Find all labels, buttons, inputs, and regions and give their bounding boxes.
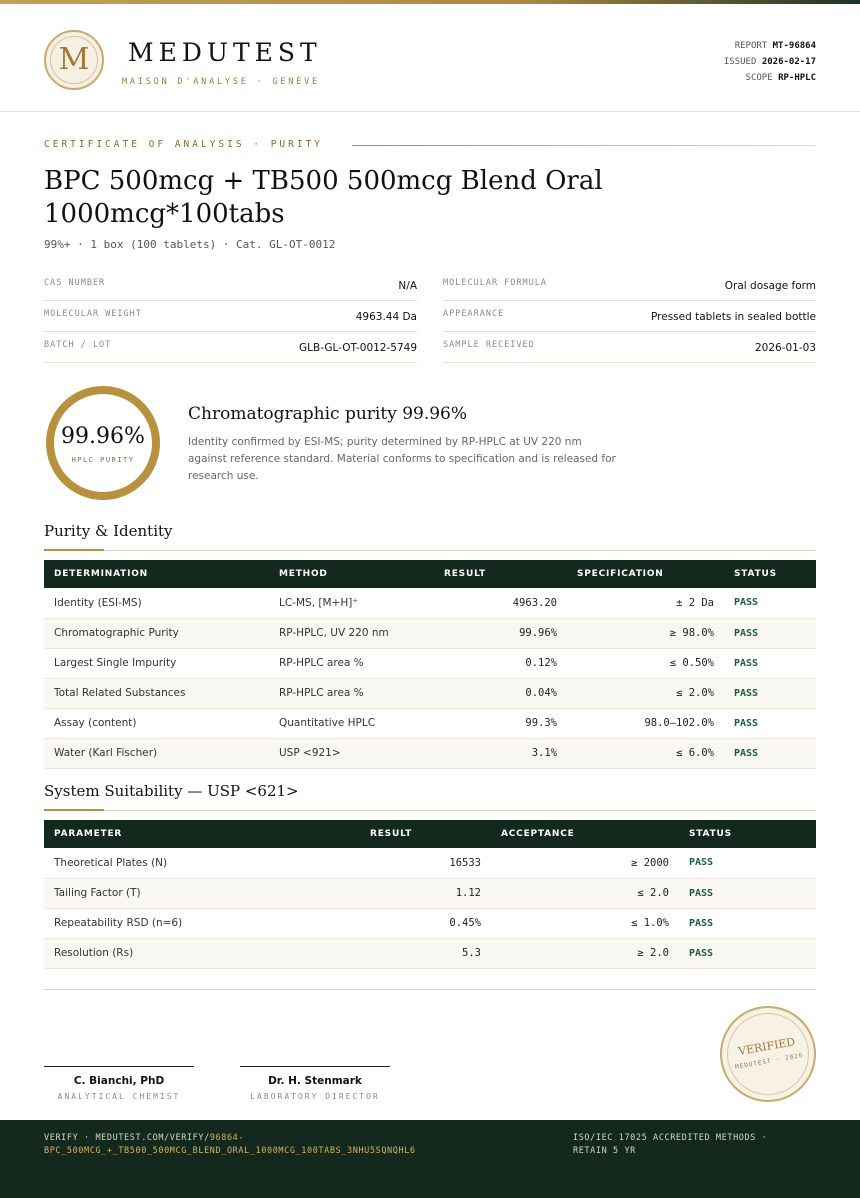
section-accent <box>44 549 104 551</box>
status-badge: PASS <box>724 648 816 678</box>
acceptance-cell: ≤ 1.0% <box>491 908 679 938</box>
table-row <box>44 648 816 678</box>
table-row <box>44 908 816 938</box>
parameter-cell: Repeatability RSD (n=6) <box>44 908 360 938</box>
spec-cell: ≤ 6.0% <box>567 738 724 768</box>
table-row <box>44 708 816 738</box>
signatory-name: C. Bianchi, PhD <box>73 1075 165 1087</box>
method-cell: RP-HPLC area % <box>269 648 434 678</box>
result-cell: 3.1% <box>434 738 567 768</box>
method-cell: RP-HPLC area % <box>269 678 434 708</box>
determination-cell: Chromatographic Purity <box>44 618 269 648</box>
col-specification: SPECIFICATION <box>567 560 724 588</box>
purity-ring <box>46 386 160 500</box>
scope-value: RP-HPLC <box>778 73 816 83</box>
acceptance-cell: ≤ 2.0 <box>491 878 679 908</box>
spec-cell: ≤ 2.0% <box>567 678 724 708</box>
product-subtitle: 99%+ · 1 box (100 tablets) · Cat. GL-OT-0012 <box>44 238 336 251</box>
method-cell: LC-MS, [M+H]⁺ <box>269 588 434 618</box>
signature-divider <box>44 989 816 990</box>
signatory-name: Dr. H. Stenmark <box>268 1075 362 1087</box>
col-status: STATUS <box>679 820 816 848</box>
section-accent <box>44 809 104 811</box>
table-row <box>44 618 816 648</box>
status-badge: PASS <box>724 678 816 708</box>
suitability-section-heading: System Suitability — USP <621> <box>44 782 299 800</box>
determination-cell: Total Related Substances <box>44 678 269 708</box>
status-badge: PASS <box>724 588 816 618</box>
section-divider <box>44 550 816 551</box>
status-badge: PASS <box>679 908 816 938</box>
report-value: MT-96864 <box>772 41 816 51</box>
summary-text: Identity confirmed by ESI-MS; purity determined by RP-HPLC at UV 220 nm against reference standard. Material conforms to specification and is released for research use. <box>188 436 616 482</box>
purity-section-heading: Purity & Identity <box>44 522 173 540</box>
signature-block-chemist <box>44 1066 194 1101</box>
footer <box>0 1120 860 1198</box>
determination-cell: Assay (content) <box>44 708 269 738</box>
col-method: METHOD <box>269 560 434 588</box>
report-meta <box>724 38 816 86</box>
parameter-cell: Resolution (Rs) <box>44 938 360 968</box>
spec-cell: 98.0–102.0% <box>567 708 724 738</box>
prop-weight <box>44 301 417 332</box>
method-cell: Quantitative HPLC <box>269 708 434 738</box>
result-cell: 16533 <box>360 848 491 878</box>
logo-letter: M <box>58 42 90 77</box>
prop-label: APPEARANCE <box>443 309 505 319</box>
status-badge: PASS <box>679 848 816 878</box>
status-badge: PASS <box>724 618 816 648</box>
col-result: RESULT <box>434 560 567 588</box>
title-line-1: BPC 500mcg + TB500 500mcg Blend Oral <box>44 166 603 196</box>
prop-label: MOLECULAR FORMULA <box>443 278 547 288</box>
status-badge: PASS <box>679 938 816 968</box>
result-cell: 4963.20 <box>434 588 567 618</box>
header <box>0 4 860 112</box>
prop-label: BATCH / LOT <box>44 340 112 350</box>
result-cell: 1.12 <box>360 878 491 908</box>
title-line-2: 1000mcg*100tabs <box>44 199 285 229</box>
prop-label: MOLECULAR WEIGHT <box>44 309 142 319</box>
col-determination: DETERMINATION <box>44 560 269 588</box>
product-title <box>44 165 824 231</box>
prop-cas <box>44 270 417 301</box>
prop-label: CAS NUMBER <box>44 278 106 288</box>
issued-value: 2026-02-17 <box>761 57 816 67</box>
col-status: STATUS <box>724 560 816 588</box>
issued-label: ISSUED <box>723 57 757 67</box>
signature-block-director <box>240 1066 390 1101</box>
col-acceptance: ACCEPTANCE <box>491 820 679 848</box>
purity-ring-label: HPLC PURITY <box>71 456 135 464</box>
verify-code-continued: BPC_500MCG_+_TB500_500MCG_BLEND_ORAL_1000MCG_100TABS_3NHU5SQNQHL6 <box>44 1146 416 1156</box>
spec-cell: ± 2 Da <box>567 588 724 618</box>
verified-stamp-icon <box>712 998 823 1109</box>
result-cell: 99.3% <box>434 708 567 738</box>
table-header-row <box>44 820 816 848</box>
table-header-row <box>44 560 816 588</box>
retention-line: RETAIN 5 YR <box>573 1146 636 1156</box>
stamp-subtext: MEDUTEST · 2026 <box>734 1051 804 1071</box>
result-cell: 0.45% <box>360 908 491 938</box>
result-cell: 5.3 <box>360 938 491 968</box>
prop-value: 4963.44 Da <box>355 311 417 323</box>
prop-received <box>443 332 816 363</box>
prop-value: Oral dosage form <box>724 280 816 292</box>
signatory-role: ANALYTICAL CHEMIST <box>57 1092 181 1101</box>
summary-heading: Chromatographic purity 99.96% <box>188 404 468 424</box>
accreditation-note <box>573 1132 767 1158</box>
verify-prefix: VERIFY · MEDUTEST.COM/VERIFY/ <box>44 1133 210 1143</box>
table-row <box>44 938 816 968</box>
table-row <box>44 588 816 618</box>
col-result: RESULT <box>360 820 491 848</box>
method-cell: USP <921> <box>269 738 434 768</box>
status-badge: PASS <box>679 878 816 908</box>
result-cell: 0.04% <box>434 678 567 708</box>
determination-cell: Largest Single Impurity <box>44 648 269 678</box>
verify-code: 96864- <box>209 1133 245 1143</box>
method-cell: RP-HPLC, UV 220 nm <box>269 618 434 648</box>
section-divider <box>44 810 816 811</box>
prop-value: GLB-GL-OT-0012-5749 <box>299 342 417 354</box>
prop-batch <box>44 332 417 363</box>
table-row <box>44 678 816 708</box>
accreditation-line: ISO/IEC 17025 ACCREDITED METHODS · <box>573 1133 768 1143</box>
kicker-divider <box>352 145 816 146</box>
col-parameter: PARAMETER <box>44 820 360 848</box>
prop-value: 2026-01-03 <box>754 342 816 354</box>
purity-table <box>44 560 816 769</box>
report-label: REPORT <box>734 41 768 51</box>
certificate-kicker: CERTIFICATE OF ANALYSIS · PURITY <box>44 139 324 150</box>
determination-cell: Identity (ESI-MS) <box>44 588 269 618</box>
acceptance-cell: ≥ 2.0 <box>491 938 679 968</box>
result-cell: 0.12% <box>434 648 567 678</box>
result-cell: 99.96% <box>434 618 567 648</box>
stamp-text: VERIFIED <box>737 1035 797 1059</box>
logo-icon <box>44 30 104 90</box>
parameter-cell: Theoretical Plates (N) <box>44 848 360 878</box>
spec-cell: ≤ 0.50% <box>567 648 724 678</box>
suitability-table <box>44 820 816 969</box>
parameter-cell: Tailing Factor (T) <box>44 878 360 908</box>
table-row <box>44 738 816 768</box>
determination-cell: Water (Karl Fischer) <box>44 738 269 768</box>
prop-appearance <box>443 301 816 332</box>
verify-link[interactable] <box>44 1132 416 1158</box>
status-badge: PASS <box>724 738 816 768</box>
brand-name: MEDUTEST <box>128 38 322 67</box>
brand-tagline: MAISON D'ANALYSE · GENÈVE <box>122 77 320 87</box>
table-row <box>44 848 816 878</box>
status-badge: PASS <box>724 708 816 738</box>
signatory-role: LABORATORY DIRECTOR <box>250 1092 380 1101</box>
prop-value: Pressed tablets in sealed bottle <box>651 311 816 323</box>
prop-label: SAMPLE RECEIVED <box>443 340 535 350</box>
purity-ring-value: 99.96% <box>61 424 145 449</box>
spec-cell: ≥ 98.0% <box>567 618 724 648</box>
prop-formula <box>443 270 816 301</box>
table-row <box>44 878 816 908</box>
scope-label: SCOPE <box>745 73 773 83</box>
acceptance-cell: ≥ 2000 <box>491 848 679 878</box>
prop-value: N/A <box>398 280 417 292</box>
